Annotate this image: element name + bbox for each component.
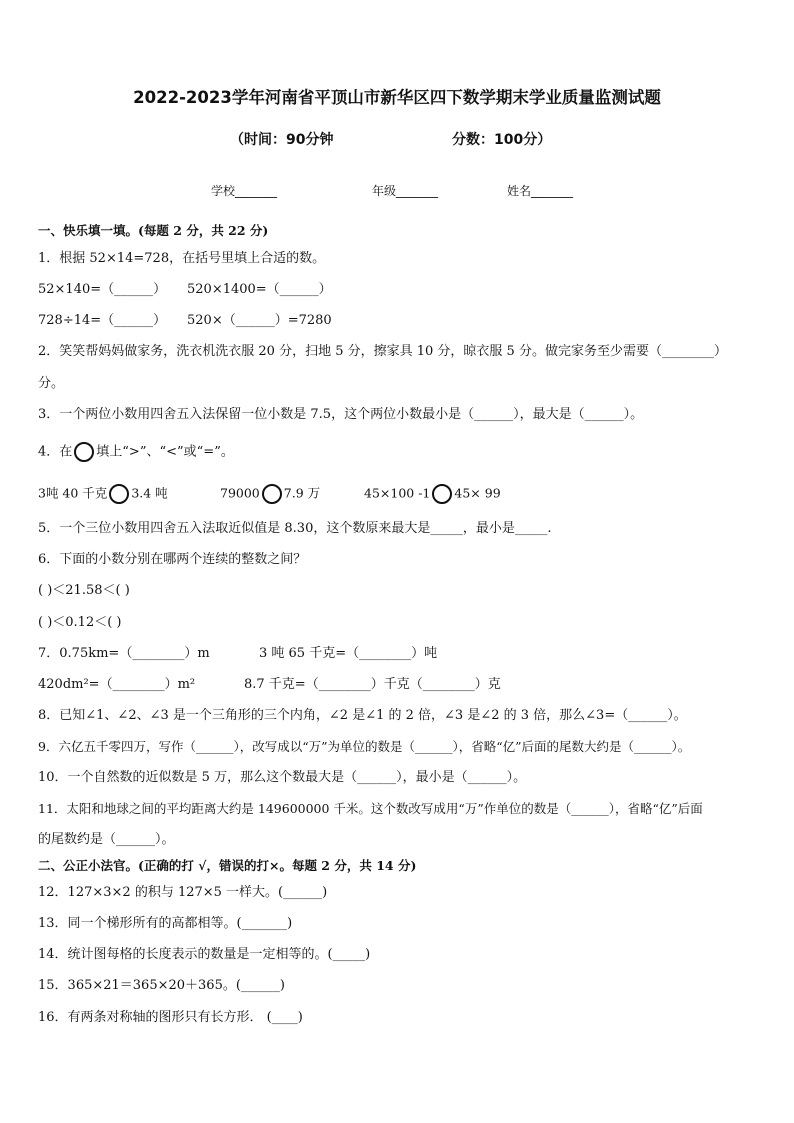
question-6: 6．下面的小数分别在哪两个连续的整数之间？ [38,552,307,567]
question-2-line2: 分。 [38,376,65,391]
question-4-prefix: 4．在 [38,444,73,460]
question-1c: 728÷14=（______） [38,313,167,328]
question-1a: 52×140=（______） [38,282,167,297]
question-7c: 420dm²=（________）m² [38,677,196,692]
section-1-heading: 一、快乐填一填。(每题 2 分，共 22 分) [38,223,269,238]
question-4c-right: 45× 99 [454,485,501,501]
question-4c [364,484,501,504]
question-12: 12．127×3×2 的积与 127×5 一样大。(______) [38,885,328,900]
name-field[interactable]: 姓名_______ [507,184,574,198]
question-16: 16．有两条对称轴的图形只有长方形． (____) [38,1010,303,1025]
question-1: 1．根据 52×14=728，在括号里填上合适的数。 [38,251,326,266]
question-3: 3．一个两位小数用四舍五入法保留一位小数是 7.5，这个两位小数最小是（______），最大是（______）。 [38,407,644,422]
section-2-heading: 二、公正小法官。(正确的打 √，错误的打×。每题 2 分，共 14 分) [38,858,417,873]
question-9: 9．六亿五千零四万，写作（______），改写成以“万”为单位的数是（______），省略“亿”后面的尾数大约是（______）。 [38,739,691,754]
school-field[interactable]: 学校_______ [211,184,278,198]
question-4b-right: 7.9 万 [283,485,321,501]
question-13: 13．同一个梯形所有的高都相等。(_______) [38,916,293,931]
question-1b: 520×1400=（______） [187,282,332,297]
question-4 [38,442,234,462]
question-4b [220,484,320,504]
question-14: 14．统计图每格的长度表示的数量是一定相等的。(_____) [38,947,371,962]
question-4a-right: 3.4 吨 [131,485,168,501]
question-6a: ( )＜21.58＜( ) [38,583,130,598]
compare-circle-icon[interactable] [262,484,282,504]
compare-circle-icon[interactable] [432,484,452,504]
question-4c-left: 45×100 -1 [364,485,431,501]
exam-time: （时间：90分钟 [230,132,334,148]
question-11-line2: 的尾数约是（______）。 [38,832,175,847]
question-4a [38,484,168,504]
question-10: 10．一个自然数的近似数是 5 万，那么这个数最大是（______），最小是（______）。 [38,770,527,785]
question-11-line1: 11．太阳和地球之间的平均距离大约是 149600000 千米。这个数改写成用“万”作单位的数是（______），省略“亿”后面 [38,801,703,816]
question-4b-left: 79000 [220,485,260,501]
question-8: 8．已知∠1、∠2、∠3 是一个三角形的三个内角，∠2 是∠1 的 2 倍，∠3 是∠2 的 3 倍，那么∠3=（______）。 [38,708,687,723]
compare-circle-icon[interactable] [109,484,129,504]
question-6b: ( )＜0.12＜( ) [38,615,122,630]
question-7d: 8.7 千克=（________）千克（________）克 [244,677,501,692]
question-7b: 3 吨 65 千克=（________）吨 [259,646,438,661]
question-1d: 520×（______）=7280 [187,313,332,328]
exam-score: 分数：100分） [452,132,552,148]
page-title: 2022-2023学年河南省平顶山市新华区四下数学期末学业质量监测试题 [133,88,661,107]
question-5: 5．一个三位小数用四舍五入法取近似值是 8.30，这个数原来最大是_____，最小是_____. [38,521,552,536]
question-2-line1: 2．笑笑帮妈妈做家务，洗衣机洗衣服 20 分，扫地 5 分，擦家具 10 分，晾衣服 5 分。做完家务至少需要（________） [38,344,727,359]
circle-icon [74,442,94,462]
question-15: 15．365×21＝365×20＋365。(______) [38,978,285,993]
question-4a-left: 3吨 40 千克 [38,485,108,501]
grade-field[interactable]: 年级_______ [372,184,439,198]
question-7a: 7．0.75km=（________）m [38,646,210,661]
question-4-suffix: 填上“>”、“<”或“=”。 [96,444,234,460]
